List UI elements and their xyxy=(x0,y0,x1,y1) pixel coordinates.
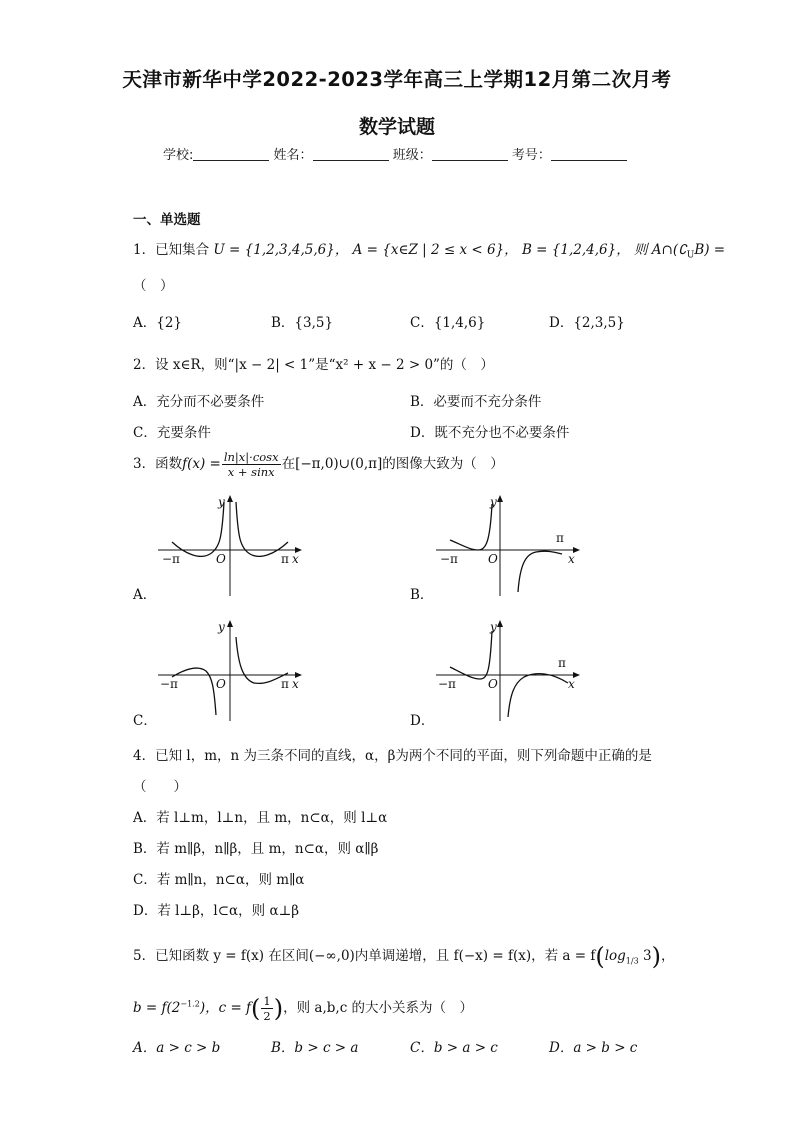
y-arrow-icon xyxy=(227,495,233,502)
q4-option-d[interactable]: D．若 l⊥β，l⊂α，则 α⊥β xyxy=(133,903,300,919)
label-origin: O xyxy=(216,552,226,566)
number-label: 考号： xyxy=(511,148,551,163)
q5-log-arg: 3 xyxy=(642,948,652,964)
label-y: y xyxy=(490,495,497,509)
q1-option-a[interactable]: A．{2} xyxy=(133,315,183,331)
q2-option-a[interactable]: A．充分而不必要条件 xyxy=(133,394,265,410)
school-blank xyxy=(193,148,269,161)
question-5-line2 xyxy=(133,994,473,1023)
q1-ask: 则 A∩(∁ xyxy=(634,242,687,258)
q1-option-c[interactable]: C．{1,4,6} xyxy=(410,315,486,331)
q1-paren: （ ） xyxy=(133,278,174,294)
q5-paren-close: ) xyxy=(651,942,661,971)
q2-option-b[interactable]: B．必要而不充分条件 xyxy=(410,394,542,410)
label-x: x xyxy=(292,552,299,566)
q1-ask-end: B) = xyxy=(694,242,726,258)
y-arrow-icon xyxy=(497,620,503,627)
q4-option-a[interactable]: A．若 l⊥m，l⊥n，且 m，n⊂α，则 l⊥α xyxy=(133,810,388,826)
q5-option-c[interactable]: C．b > a > c xyxy=(410,1040,498,1056)
label-y: y xyxy=(218,495,225,509)
label-x: x xyxy=(568,677,575,691)
q5-text-a: 5．已知函数 y = f(x) 在区间(−∞,0)内单调递增，且 f(−x) = f(x)，若 a = f xyxy=(133,948,596,964)
section-title: 一、单选题 xyxy=(133,212,201,228)
q5-log: log xyxy=(604,948,626,964)
exam-title: 天津市新华中学2022-2023学年高三上学期12月第二次月考 xyxy=(122,68,672,91)
q1-a-set: A = {x∈Z | 2 ≤ x < 6}， xyxy=(352,242,518,258)
q1-option-b[interactable]: B．{3,5} xyxy=(271,315,334,331)
q5-log-base: 1/3 xyxy=(625,956,639,966)
q1-b-set: B = {1,2,4,6}， xyxy=(521,242,630,258)
q4-option-b[interactable]: B．若 m∥β，n∥β，且 m，n⊂α，则 α∥β xyxy=(133,841,379,857)
name-blank xyxy=(313,148,389,161)
q3-fraction xyxy=(222,450,281,479)
label-neg-pi: −π xyxy=(438,677,456,691)
label-neg-pi: −π xyxy=(440,552,458,566)
q3-suffix: 在[−π,0)∪(0,π]的图像大致为（ ） xyxy=(281,456,504,472)
q3-option-b[interactable]: B． xyxy=(410,587,434,603)
label-y: y xyxy=(218,620,225,634)
q2-option-c[interactable]: C．充要条件 xyxy=(133,425,211,441)
q5-ask: ，则 a,b,c 的大小关系为（ ） xyxy=(283,1000,474,1016)
q3-graph-c[interactable] xyxy=(150,617,310,725)
question-1 xyxy=(133,238,725,261)
label-x: x xyxy=(292,677,299,691)
label-origin: O xyxy=(488,677,498,691)
q3-option-c[interactable]: C． xyxy=(133,713,157,729)
q5-c-den: 2 xyxy=(263,1009,271,1023)
label-pi: π xyxy=(556,531,564,545)
q1-option-d[interactable]: D．{2,3,5} xyxy=(549,315,625,331)
q5-c-paren-close: ) xyxy=(273,994,284,1023)
question-5-line1: 5．已知函数 y = f(x) 在区间(−∞,0)内单调递增，且 f(−x) = f(x)，若 $a = f(\log_{1/3}$ 3)， xyxy=(133,942,675,971)
curve-right xyxy=(508,674,568,717)
question-4: 4．已知 l，m，n 为三条不同的直线，α，β为两个不同的平面，则下列命题中正确的是 xyxy=(133,748,652,764)
label-origin: O xyxy=(216,677,226,691)
q3-fx: f(x) = xyxy=(182,456,221,472)
name-label: 姓名： xyxy=(273,148,313,163)
school-label: 学校: xyxy=(163,148,194,163)
q5-option-d[interactable]: D．a > b > c xyxy=(549,1040,638,1056)
label-x: x xyxy=(568,552,575,566)
exam-subtitle: 数学试题 xyxy=(358,116,435,138)
q3-denominator: x + sinx xyxy=(227,465,275,479)
student-info-line xyxy=(163,144,627,163)
q5-option-a[interactable]: A．a > c > b xyxy=(133,1040,221,1056)
q1-prefix: 1．已知集合 xyxy=(133,242,210,258)
number-blank xyxy=(551,148,627,161)
q5-b-exp: −1.2 xyxy=(180,999,200,1009)
q4-option-c[interactable]: C．若 m∥n，n⊂α，则 m∥α xyxy=(133,872,305,888)
q5-c-fraction xyxy=(261,994,272,1023)
label-pi: π xyxy=(281,552,289,566)
curve-left xyxy=(172,502,224,556)
q4-paren: （ ） xyxy=(133,779,187,795)
y-arrow-icon xyxy=(227,620,233,627)
q3-option-d[interactable]: D． xyxy=(410,713,435,729)
q5-b-text: b = f(2 xyxy=(133,1000,181,1016)
q5-c-num: 1 xyxy=(263,994,271,1008)
q3-numerator: ln|x|·cosx xyxy=(223,450,279,464)
q1-ask-sub: U xyxy=(686,250,695,261)
q5-c-text: )，c = f xyxy=(199,1000,252,1016)
q5-c-paren-open: ( xyxy=(251,994,261,1023)
label-neg-pi: −π xyxy=(162,552,180,566)
class-blank xyxy=(432,148,508,161)
q3-graph-a[interactable] xyxy=(150,492,310,600)
curve-left xyxy=(450,504,492,550)
class-label: 班级： xyxy=(392,148,432,163)
y-arrow-icon xyxy=(497,495,503,502)
q5-option-b[interactable]: B．b > c > a xyxy=(271,1040,359,1056)
q5-paren-open: ( xyxy=(595,942,605,971)
curve-right xyxy=(518,551,562,592)
label-pi: π xyxy=(281,677,289,691)
q3-prefix: 3．函数 xyxy=(133,456,183,472)
question-3 xyxy=(133,450,504,479)
label-neg-pi: −π xyxy=(160,677,178,691)
q2-option-d[interactable]: D．既不充分也不必要条件 xyxy=(410,425,570,441)
curve-right xyxy=(236,502,288,556)
label-y: y xyxy=(490,620,497,634)
q1-u-set: U = {1,2,3,4,5,6}， xyxy=(213,242,349,258)
question-2: 2．设 x∈R，则“|x − 2| < 1”是“x² + x − 2 > 0”的（ ） xyxy=(133,357,494,373)
label-pi: π xyxy=(558,656,566,670)
label-origin: O xyxy=(488,552,498,566)
curve-left xyxy=(450,631,492,679)
q3-graph-b[interactable] xyxy=(428,492,588,600)
q3-option-a[interactable]: A． xyxy=(133,587,157,603)
q3-graph-d[interactable] xyxy=(428,617,588,725)
